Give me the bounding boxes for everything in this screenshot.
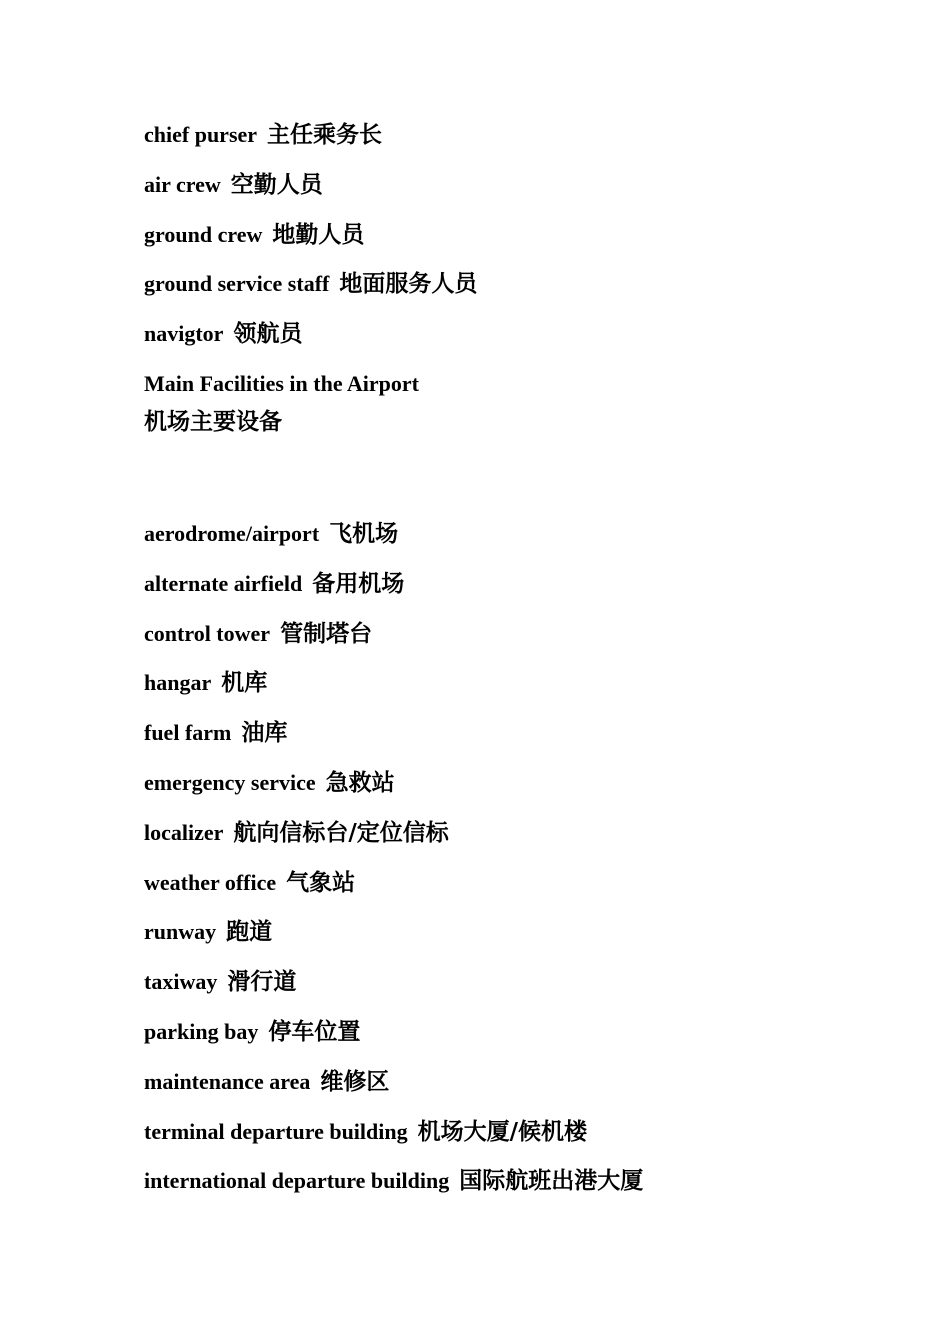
vocab-entry (144, 964, 864, 1014)
vocab-chinese: 管制塔台 (280, 620, 373, 647)
section-heading-english: Main Facilities in the Airport (144, 370, 419, 396)
vocab-chinese: 停车位置 (268, 1018, 361, 1045)
vocab-entry (144, 865, 864, 915)
vocab-chinese: 飞机场 (329, 520, 399, 547)
vocab-entry (144, 516, 864, 566)
vocab-chinese: 备用机场 (312, 570, 405, 597)
vocab-entry (144, 316, 864, 366)
vocab-chinese: 主任乘务长 (267, 122, 383, 148)
vocab-english: international departure building (144, 1168, 450, 1194)
vocab-entry (144, 217, 864, 267)
vocab-entry (144, 566, 864, 616)
vocab-chinese: 航向信标台/定位信标 (233, 819, 449, 846)
vocab-chinese: 急救站 (325, 769, 395, 796)
vocab-entry (144, 266, 864, 316)
vocabulary-list (144, 117, 864, 1213)
vocab-chinese: 机库 (221, 670, 268, 697)
vocab-chinese: 机场大厦/候机楼 (417, 1118, 588, 1145)
vocab-entry (144, 815, 864, 865)
vocab-entry (144, 167, 864, 217)
vocab-english: localizer (144, 819, 224, 845)
vocab-english: control tower (144, 620, 271, 646)
vocab-english: aerodrome/airport (144, 520, 320, 546)
vocab-english: navigtor (144, 321, 224, 347)
vocab-english: air crew (144, 171, 221, 197)
vocab-chinese: 滑行道 (227, 969, 297, 996)
vocab-english: ground crew (144, 221, 263, 247)
vocab-chinese: 气象站 (286, 869, 356, 896)
vocab-entry (144, 1163, 864, 1213)
vocab-entry (144, 665, 864, 715)
vocab-english: taxiway (144, 969, 218, 995)
vocab-english: maintenance area (144, 1068, 311, 1094)
vocab-entry (144, 1114, 864, 1164)
vocab-english: alternate airfield (144, 570, 303, 596)
vocab-english: emergency service (144, 769, 316, 795)
vocab-chinese: 地勤人员 (272, 221, 365, 248)
vocab-english: hangar (144, 670, 212, 696)
vocab-chinese: 领航员 (233, 321, 303, 348)
vocab-entry (144, 1064, 864, 1114)
vocab-chinese: 国际航班出港大厦 (459, 1168, 644, 1195)
vocab-english: fuel farm (144, 720, 232, 746)
vocab-chinese: 维修区 (320, 1068, 390, 1095)
vocab-entry (144, 1014, 864, 1064)
vocab-entry (144, 914, 864, 964)
vocab-english: terminal departure building (144, 1118, 408, 1144)
vocab-chinese: 跑道 (226, 919, 273, 946)
vocab-english: ground service staff (144, 271, 330, 297)
vocab-english: chief purser (144, 122, 258, 147)
vocab-chinese: 空勤人员 (230, 171, 323, 198)
vocab-entry (144, 715, 864, 765)
vocab-entry (144, 616, 864, 666)
vocab-chinese: 地面服务人员 (339, 271, 478, 298)
vocab-english: weather office (144, 869, 277, 895)
vocab-entry (144, 117, 864, 167)
vocab-entry (144, 765, 864, 815)
section-heading-chinese: 机场主要设备 (144, 408, 282, 435)
vocab-chinese: 油库 (241, 720, 288, 747)
vocab-english: runway (144, 919, 217, 945)
vocab-english: parking bay (144, 1018, 259, 1044)
